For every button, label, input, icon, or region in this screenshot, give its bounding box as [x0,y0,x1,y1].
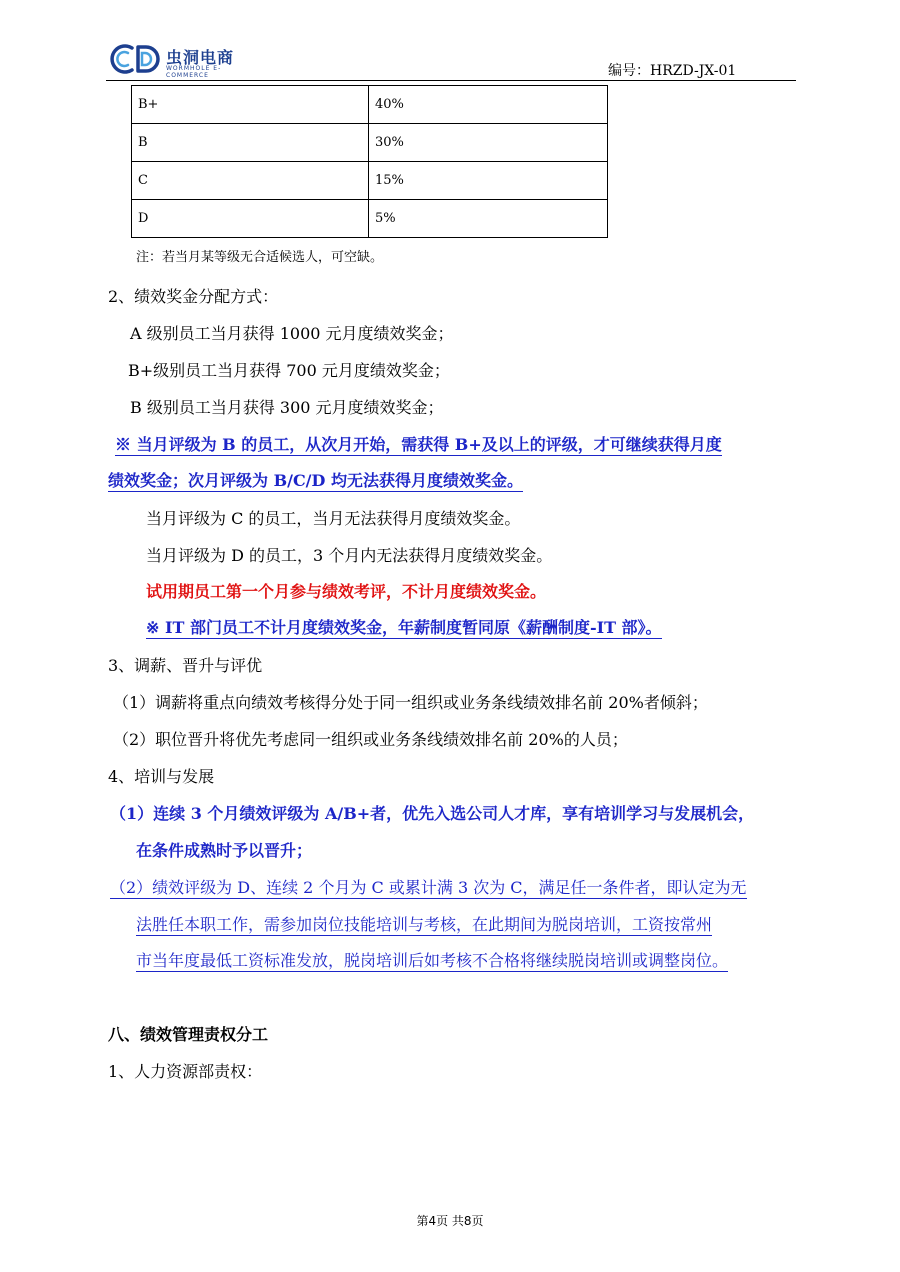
section8-sub1: 1、人力资源部责权： [108,1062,263,1081]
ratio-cell: 30% [369,124,608,162]
logo-subtext: WORMHOLE E-COMMERCE [166,65,222,79]
section3-title: 3、调薪、晋升与评优 [108,656,263,675]
table-row [132,86,608,124]
bonus-line-b: B 级别员工当月获得 300 元月度绩效奖金； [130,398,444,417]
section3-item1: （1）调薪将重点向绩效考核得分处于同一组织或业务条线绩效排名前 20%者倾斜； [113,693,708,712]
section4-item2-line3 [136,948,728,971]
grade-cell: B [132,124,369,162]
grade-cell: C [132,162,369,200]
emphasis-line-1 [115,432,722,455]
grade-cell: B+ [132,86,369,124]
emphasis-text-2: 绩效奖金；次月评级为 B/C/D 均无法获得月度绩效奖金。 [108,471,523,490]
section2-title: 2、绩效奖金分配方式： [108,287,279,306]
section4-item2-line2 [136,912,712,935]
section4-item2-text3: 市当年度最低工资标准发放，脱岗培训后如考核不合格将继续脱岗培训或调整岗位。 [136,951,729,970]
page-number: 第4页 共8页 [416,1214,484,1228]
section4-item1-line1: （1）连续 3 个月绩效评级为 A/B+者，优先入选公司人才库，享有培训学习与发展机会， [110,804,755,823]
probation-note: 试用期员工第一个月参与绩效考评，不计月度绩效奖金。 [146,582,547,601]
emphasis-line-2 [108,468,523,491]
bonus-line-c: 当月评级为 C 的员工，当月无法获得月度绩效奖金。 [146,509,521,528]
bonus-line-bplus: B+级别员工当月获得 700 元月度绩效奖金； [128,361,450,380]
section4-item2-line1 [110,875,747,898]
section4-title: 4、培训与发展 [108,767,215,786]
company-logo [108,42,258,79]
section4-item1-line2: 在条件成熟时予以晋升； [136,841,313,860]
header-divider [106,80,796,81]
table-row [132,124,608,162]
table-note: 注：若当月某等级无合适候选人，可空缺。 [136,250,384,265]
table-row [132,200,608,238]
bonus-line-a: A 级别员工当月获得 1000 元月度绩效奖金； [130,324,454,343]
document-number: 编号：HRZD-JX-01 [608,63,737,79]
ratio-cell: 40% [369,86,608,124]
section8-title: 八、绩效管理责权分工 [108,1025,269,1044]
bonus-line-d: 当月评级为 D 的员工，3 个月内无法获得月度绩效奖金。 [146,546,553,565]
logo-cd-icon [108,42,162,76]
logo-text: 虫洞电商 [166,48,235,67]
grade-cell: D [132,200,369,238]
it-note [146,615,662,638]
it-note-text: ※ IT 部门员工不计月度绩效奖金，年薪制度暂同原《薪酬制度-IT 部》。 [146,618,662,637]
section3-item2: （2）职位晋升将优先考虑同一组织或业务条线绩效排名前 20%的人员； [113,730,628,749]
section4-item2-text1: （2）绩效评级为 D、连续 2 个月为 C 或累计满 3 次为 C，满足任一条件者，即认定为无 [110,878,747,897]
table-row [132,162,608,200]
ratio-cell: 15% [369,162,608,200]
emphasis-text-1: ※ 当月评级为 B 的员工，从次月开始，需获得 B+及以上的评级，才可继续获得月度 [115,435,722,454]
ratio-cell: 5% [369,200,608,238]
grade-ratio-table [131,85,608,238]
section4-item2-text2: 法胜任本职工作，需参加岗位技能培训与考核，在此期间为脱岗培训，工资按常州 [136,915,713,934]
